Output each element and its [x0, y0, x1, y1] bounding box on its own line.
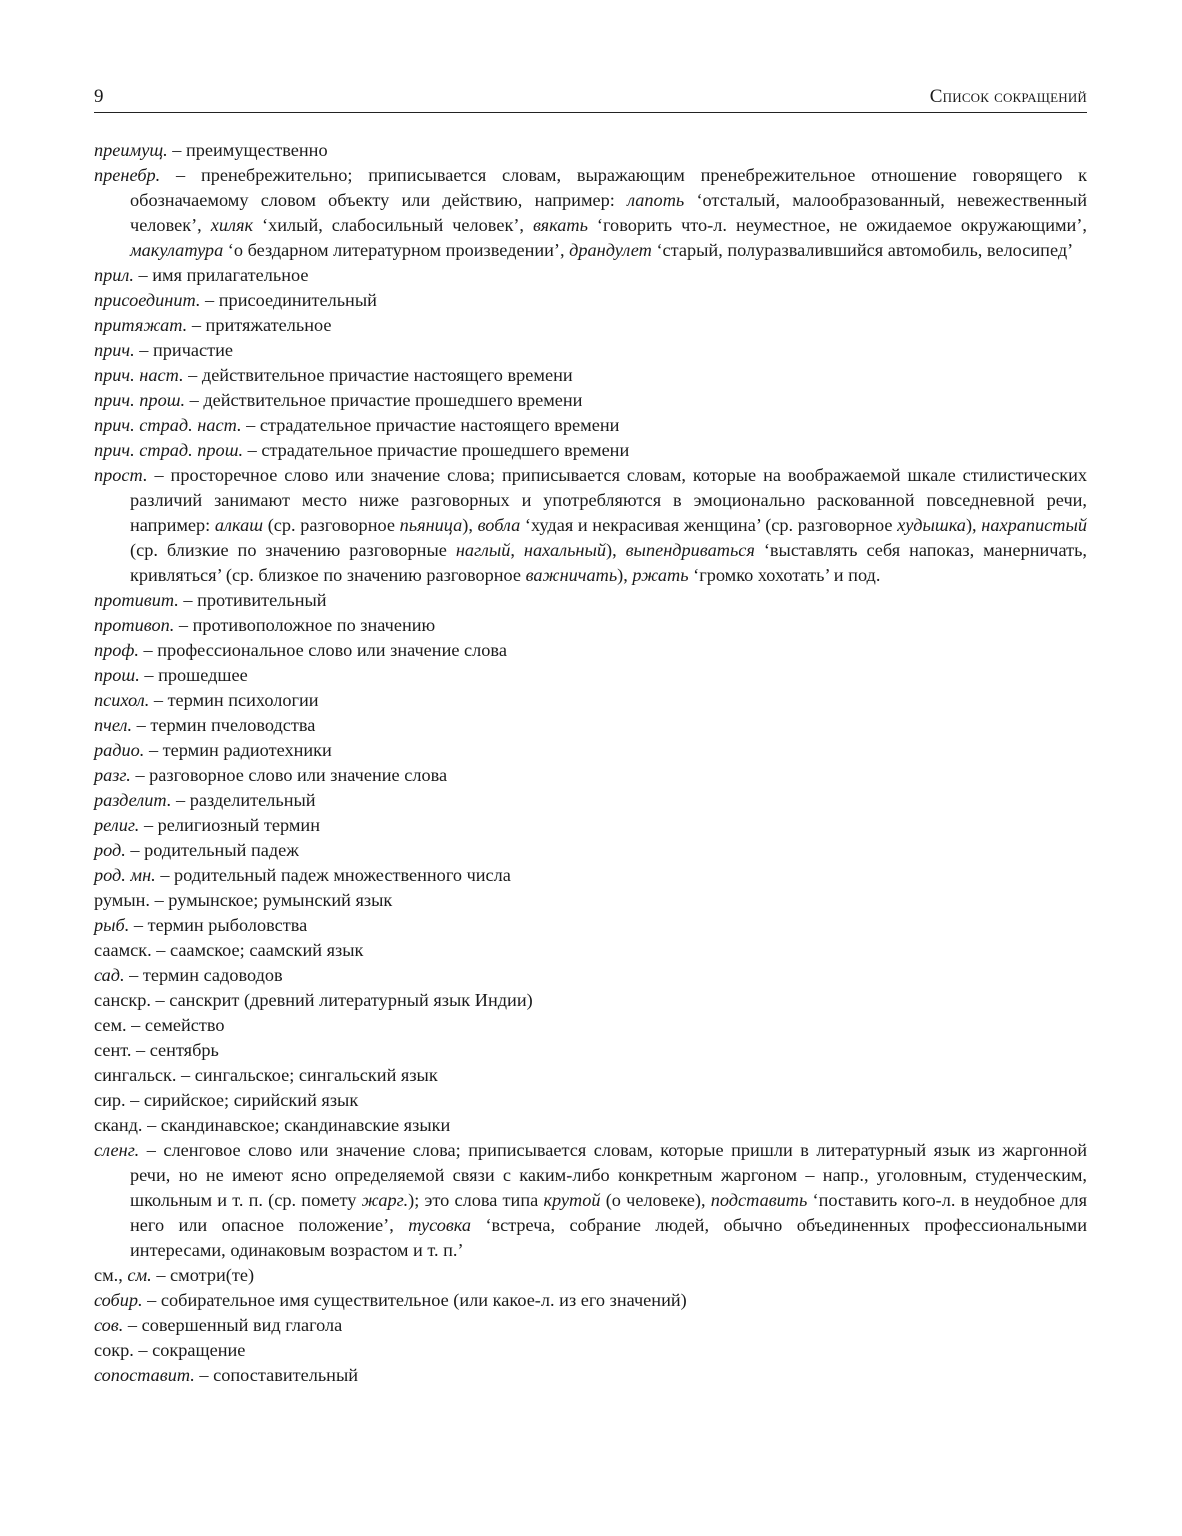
- abbreviation-term: пренебр.: [94, 165, 161, 185]
- abbreviation-entry: [94, 813, 1087, 838]
- definition-text: – родительный падеж: [125, 840, 299, 860]
- abbreviation-entry: [94, 638, 1087, 663]
- abbreviation-term: притяжат.: [94, 315, 188, 335]
- definition-text: ‘говорить что-л. неуместное, не ожидаемое окружающими’,: [587, 215, 1087, 235]
- example-word: важничать: [525, 565, 618, 585]
- example-word: вобла: [477, 515, 521, 535]
- example-word: тусовка: [408, 1215, 472, 1235]
- abbreviation-entry: [94, 738, 1087, 763]
- abbreviation-entry: [94, 1363, 1087, 1388]
- abbreviation-entry: [94, 138, 1087, 163]
- definition-text: ‘хилый, слабосильный человек’,: [253, 215, 533, 235]
- example-word: драндулет: [569, 240, 652, 260]
- abbreviation-entry: [94, 763, 1087, 788]
- definition-text: – просторечное слово или значение слова; приписывается словам, которые на воображаемой шкале стилистических различий занимают место ниже разговорных и употребляются в эмоционально раскованной повседневной речи, например:: [130, 465, 1087, 535]
- abbreviation-term: прич. наст.: [94, 365, 184, 385]
- definition-text: – сленговое слово или значение слова; приписывается словам, которые пришли в литературный язык из жаргонной речи, но не имеют ясно определяемой связи с каким-либо конкретным жаргоном – напр., уголовным, студенческим, школьным и т. п. (ср. помету: [130, 1140, 1087, 1210]
- abbreviation-entry: [94, 313, 1087, 338]
- definition-text: ‘громко хохотать’ и под.: [688, 565, 881, 585]
- definition-text: – профессиональное слово или значение слова: [138, 640, 507, 660]
- definition-text: – сопоставительный: [194, 1365, 359, 1385]
- abbreviation-entry: [94, 1063, 1087, 1088]
- abbreviation-term: сингальск.: [94, 1065, 177, 1085]
- abbreviation-entry: [94, 413, 1087, 438]
- abbreviation-term: противит.: [94, 590, 179, 610]
- abbreviation-entry: [94, 1288, 1087, 1313]
- abbreviation-term: сем.: [94, 1015, 127, 1035]
- definition-text: ‘поставить кого-л. в неудобное для него или опасное положение’,: [130, 1190, 1087, 1235]
- definition-text: – причастие: [134, 340, 234, 360]
- definition-text: ,: [510, 540, 524, 560]
- abbreviation-entry: [94, 888, 1087, 913]
- definition-text: – разговорное слово или значение слова: [130, 765, 448, 785]
- definition-text: ),: [617, 565, 633, 585]
- definition-text: ‘старый, полуразвалившийся автомобиль, велосипед’: [651, 240, 1074, 260]
- definition-text: – присоединительный: [200, 290, 377, 310]
- example-word: алкаш: [214, 515, 264, 535]
- abbreviation-term: прич.: [94, 340, 135, 360]
- abbreviation-entry: [94, 663, 1087, 688]
- abbreviation-entry: [94, 1088, 1087, 1113]
- example-word: ржать: [632, 565, 689, 585]
- abbreviation-entry: [94, 838, 1087, 863]
- abbreviation-entry: [94, 713, 1087, 738]
- abbreviation-entry: [94, 338, 1087, 363]
- definition-text: – термин радиотехники: [144, 740, 332, 760]
- definition-text: – действительное причастие настоящего времени: [183, 365, 573, 385]
- definition-text: ),: [965, 515, 982, 535]
- abbreviation-entry: [94, 863, 1087, 888]
- abbreviation-entry: [94, 363, 1087, 388]
- example-word: пьяница: [399, 515, 463, 535]
- example-word: наглый: [455, 540, 511, 560]
- definition-text: – родительный падеж множественного числа: [155, 865, 511, 885]
- definition-text: – румынское; румынский язык: [150, 890, 393, 910]
- definition-text: – термин пчеловодства: [132, 715, 316, 735]
- abbreviation-entry: [94, 1038, 1087, 1063]
- abbreviation-list: [94, 138, 1087, 1388]
- running-title: Список сокращений: [929, 86, 1087, 107]
- abbreviation-term: сленг.: [94, 1140, 140, 1160]
- definition-text: – смотри(те): [151, 1265, 255, 1285]
- definition-text: – саамское; саамский язык: [151, 940, 364, 960]
- abbreviation-term: сир.: [94, 1090, 126, 1110]
- abbreviation-entry: [94, 788, 1087, 813]
- definition-text: – собирательное имя существительное (или какое-л. из его значений): [142, 1290, 687, 1310]
- abbreviation-term: сов.: [94, 1315, 124, 1335]
- abbreviation-term: религ.: [94, 815, 140, 835]
- definition-text: – преимущественно: [167, 140, 328, 160]
- abbreviation-term: разг.: [94, 765, 131, 785]
- definition-text: ‘о бездарном литературном произведении’,: [223, 240, 570, 260]
- abbreviation-entry: [94, 388, 1087, 413]
- definition-text: – прошедшее: [139, 665, 248, 685]
- definition-text: – сокращение: [133, 1340, 246, 1360]
- definition-text: (ср. близкие по значению разговорные: [130, 540, 456, 560]
- definition-text: – термин садоводов: [124, 965, 283, 985]
- abbreviation-entry: [94, 988, 1087, 1013]
- definition-text: – притяжательное: [187, 315, 332, 335]
- abbreviation-entry: [94, 938, 1087, 963]
- definition-text: – страдательное причастие прошедшего времени: [243, 440, 630, 460]
- definition-text: – имя прилагательное: [133, 265, 309, 285]
- abbreviation-term: прил.: [94, 265, 134, 285]
- abbreviation-entry: [94, 588, 1087, 613]
- definition-text: – семейство: [126, 1015, 225, 1035]
- example-word: нахальный: [523, 540, 607, 560]
- definition-text: – санскрит (древний литературный язык Индии): [150, 990, 533, 1010]
- definition-text: ,: [118, 1265, 128, 1285]
- abbreviation-term: прост.: [94, 465, 148, 485]
- abbreviation-term: сокр.: [94, 1340, 134, 1360]
- abbreviation-term: прич. прош.: [94, 390, 186, 410]
- abbreviation-term: разделит.: [94, 790, 172, 810]
- definition-text: ); это слова типа: [408, 1190, 544, 1210]
- abbreviation-entry: [94, 913, 1087, 938]
- definition-text: – совершенный вид глагола: [123, 1315, 343, 1335]
- definition-text: – сирийское; сирийский язык: [125, 1090, 359, 1110]
- definition-text: – пренебрежительно; приписывается словам, выражающим пренебрежительное отношение говорящего к обозначаемому словом объекту или действию, например:: [130, 165, 1087, 210]
- abbreviation-term: присоединит.: [94, 290, 201, 310]
- abbreviation-term: психол.: [94, 690, 150, 710]
- definition-text: – скандинавское; скандинавские языки: [142, 1115, 451, 1135]
- example-word: крутой: [543, 1190, 601, 1210]
- abbreviation-term: сад.: [94, 965, 125, 985]
- abbreviation-term: проф.: [94, 640, 139, 660]
- abbreviation-entry: [94, 438, 1087, 463]
- abbreviation-term: санскр.: [94, 990, 151, 1010]
- abbreviation-term: род. мн.: [94, 865, 156, 885]
- abbreviation-term: прош.: [94, 665, 140, 685]
- abbreviation-term: рыб.: [94, 915, 130, 935]
- example-word: см.: [127, 1265, 152, 1285]
- definition-text: (о человеке),: [600, 1190, 711, 1210]
- abbreviation-entry: [94, 288, 1087, 313]
- definition-text: ‘выставлять себя напоказ, манерничать, кривляться’ (ср. близкое по значению разговорное: [130, 540, 1088, 585]
- abbreviation-term: сканд.: [94, 1115, 143, 1135]
- abbreviation-term: противоп.: [94, 615, 175, 635]
- definition-text: ‘встреча, собрание людей, обычно объединенных профессиональными интересами, одинаковым возрастом и т. п.’: [130, 1215, 1087, 1260]
- abbreviation-term: прич. страд. наст.: [94, 415, 242, 435]
- abbreviation-term: собир.: [94, 1290, 143, 1310]
- page-number: 9: [94, 86, 104, 107]
- definition-text: (ср. разговорное: [263, 515, 400, 535]
- abbreviation-entry: [94, 263, 1087, 288]
- abbreviation-term: пчел.: [94, 715, 133, 735]
- example-word: макулатура: [130, 240, 224, 260]
- definition-text: – разделительный: [171, 790, 316, 810]
- abbreviation-term: род.: [94, 840, 126, 860]
- abbreviation-entry: [94, 688, 1087, 713]
- definition-text: ‘худая и некрасивая женщина’ (ср. разговорное: [520, 515, 898, 535]
- definition-text: – сингальское; сингальский язык: [176, 1065, 438, 1085]
- abbreviation-term: румын.: [94, 890, 151, 910]
- definition-text: ‘отсталый, малообразованный, невежественный человек’,: [130, 190, 1087, 235]
- definition-text: – противоположное по значению: [174, 615, 436, 635]
- definition-text: ),: [462, 515, 478, 535]
- abbreviation-entry: [94, 963, 1087, 988]
- abbreviation-entry: [94, 613, 1087, 638]
- definition-text: ),: [606, 540, 626, 560]
- abbreviation-term: радио.: [94, 740, 145, 760]
- abbreviation-term: сент.: [94, 1040, 132, 1060]
- example-word: вякать: [532, 215, 588, 235]
- definition-text: – термин психологии: [149, 690, 319, 710]
- abbreviation-term: прич. страд. прош.: [94, 440, 244, 460]
- abbreviation-entry: [94, 1338, 1087, 1363]
- abbreviation-term: см.: [94, 1265, 119, 1285]
- example-word: лапоть: [627, 190, 685, 210]
- example-word: хиляк: [210, 215, 254, 235]
- example-word: худышка: [897, 515, 966, 535]
- example-word: выпендриваться: [625, 540, 755, 560]
- abbreviation-entry: [94, 1113, 1087, 1138]
- abbreviation-entry: [94, 1263, 1087, 1288]
- example-word: подставить: [710, 1190, 808, 1210]
- definition-text: – действительное причастие прошедшего времени: [185, 390, 583, 410]
- abbreviation-entry: [94, 1138, 1087, 1263]
- example-word: нахрапистый: [981, 515, 1087, 535]
- abbreviation-entry: [94, 1313, 1087, 1338]
- example-word: жарг.: [361, 1190, 409, 1210]
- definition-text: – религиозный термин: [139, 815, 320, 835]
- definition-text: – противительный: [178, 590, 327, 610]
- abbreviation-term: сопоставит.: [94, 1365, 195, 1385]
- abbreviation-entry: [94, 463, 1087, 588]
- definition-text: – страдательное причастие настоящего времени: [241, 415, 620, 435]
- definition-text: – сентябрь: [131, 1040, 219, 1060]
- abbreviation-entry: [94, 1013, 1087, 1038]
- abbreviation-entry: [94, 163, 1087, 263]
- abbreviation-term: саамск.: [94, 940, 152, 960]
- abbreviation-term: преимущ.: [94, 140, 168, 160]
- definition-text: – термин рыболовства: [129, 915, 308, 935]
- page-header: [94, 84, 1087, 113]
